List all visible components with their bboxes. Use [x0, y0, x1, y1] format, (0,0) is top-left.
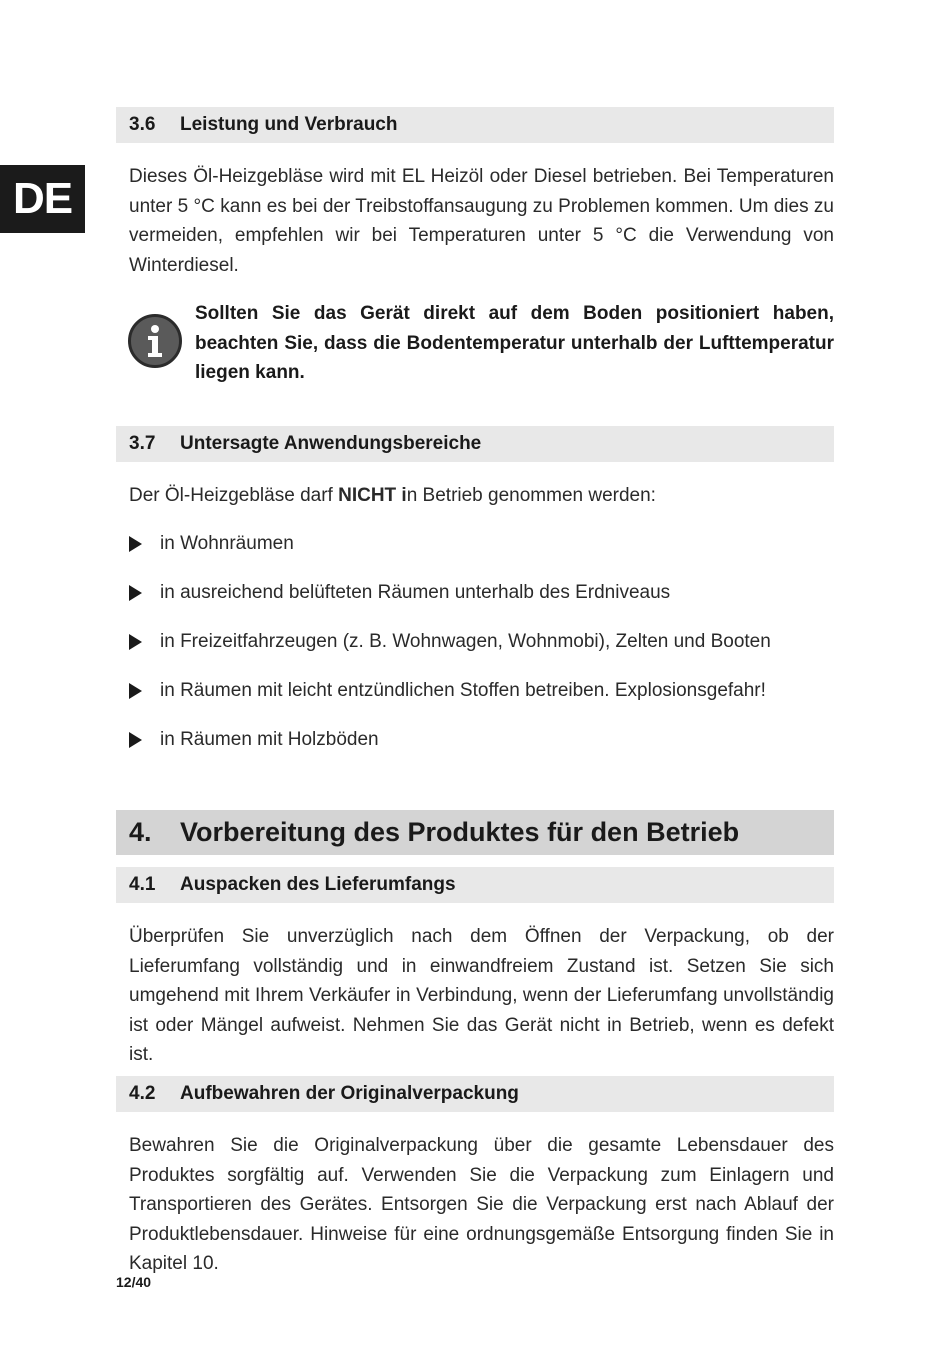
list-item: [129, 725, 834, 755]
list-item: [129, 627, 834, 657]
section-number: 3.6: [129, 114, 156, 135]
chapter-number: 4.: [129, 817, 152, 847]
intro-text-c: n Betrieb genommen werden:: [406, 485, 656, 506]
language-tab: DE: [0, 165, 85, 233]
list-item-text: in Räumen mit Holzböden: [160, 729, 379, 750]
list-item-text: in Wohnräumen: [160, 533, 294, 554]
info-icon: [128, 314, 182, 368]
section-title: Auspacken des Lieferumfangs: [180, 874, 456, 895]
section-heading-4-1: [116, 867, 834, 903]
bullet-triangle-icon: [129, 634, 142, 650]
chapter-title: Vorbereitung des Produktes für den Betrieb: [180, 817, 740, 847]
note-floor-temperature: Sollten Sie das Gerät direkt auf dem Boden positioniert haben, beachten Sie, dass die Bodentemperatur unterhalb der Lufttemperatur liegen kann.: [195, 303, 834, 383]
paragraph-unpacking: Überprüfen Sie unverzüglich nach dem Öffnen der Verpackung, ob der Lieferumfang vollständig und in einwandfreiem Zustand ist. Setzen Sie sich umgehend mit Ihrem Verkäufer in Verbindung, wenn der Lieferumfang unvollständig ist oder Mängel aufweist. Nehmen Sie das Gerät nicht in Betrieb, wenn es defekt ist.: [129, 926, 834, 1065]
list-item-text: in Freizeitfahrzeugen (z. B. Wohnwagen, Wohnmobi), Zelten und Booten: [160, 631, 771, 652]
list-item: [129, 578, 834, 608]
page-number: 12/40: [116, 1274, 152, 1290]
bullet-triangle-icon: [129, 585, 142, 601]
list-item-text: in Räumen mit leicht entzündlichen Stoffen betreiben. Explosionsgefahr!: [160, 680, 766, 701]
section-number: 3.7: [129, 433, 156, 454]
section-title: Leistung und Verbrauch: [180, 114, 398, 135]
bullet-triangle-icon: [129, 683, 142, 699]
section-number: 4.2: [129, 1083, 156, 1104]
bullet-triangle-icon: [129, 536, 142, 552]
bullet-triangle-icon: [129, 732, 142, 748]
section-title: Untersagte Anwendungsbereiche: [180, 433, 482, 454]
section-heading-3-6: [116, 107, 834, 143]
chapter-heading-4: [116, 810, 834, 855]
intro-text-bold: NICHT i: [338, 485, 407, 506]
section-heading-4-2: [116, 1076, 834, 1112]
list-item-text: in ausreichend belüfteten Räumen unterhalb des Erdniveaus: [160, 582, 671, 603]
info-glyph: [140, 323, 170, 359]
list-item: [129, 529, 834, 559]
section-heading-3-7: [116, 426, 834, 462]
list-item: [129, 676, 834, 706]
section-number: 4.1: [129, 874, 156, 895]
intro-text-a: Der Öl-Heizgebläse darf: [129, 485, 339, 506]
section-title: Aufbewahren der Originalverpackung: [180, 1083, 519, 1104]
paragraph-fuel: Dieses Öl-Heizgebläse wird mit EL Heizöl oder Diesel betrieben. Bei Temperaturen unter 5 °C kann es bei der Treibstoffansaugung zu Problemen kommen. Um dies zu vermeiden, empfehlen wir bei Temperaturen unter 5 °C die Verwendung von Winterdiesel.: [129, 166, 834, 276]
paragraph-prohibited-intro: [129, 481, 834, 511]
paragraph-packaging: Bewahren Sie die Originalverpackung über die gesamte Lebensdauer des Produktes sorgfältig auf. Verwenden Sie die Verpackung zum Einlagern und Transportieren des Gerätes. Entsorgen Sie die Verpackung erst nach Ablauf der Produktlebensdauer. Hinweise für eine ordnungsgemäße Entsorgung finden Sie in Kapitel 10.: [129, 1135, 834, 1274]
